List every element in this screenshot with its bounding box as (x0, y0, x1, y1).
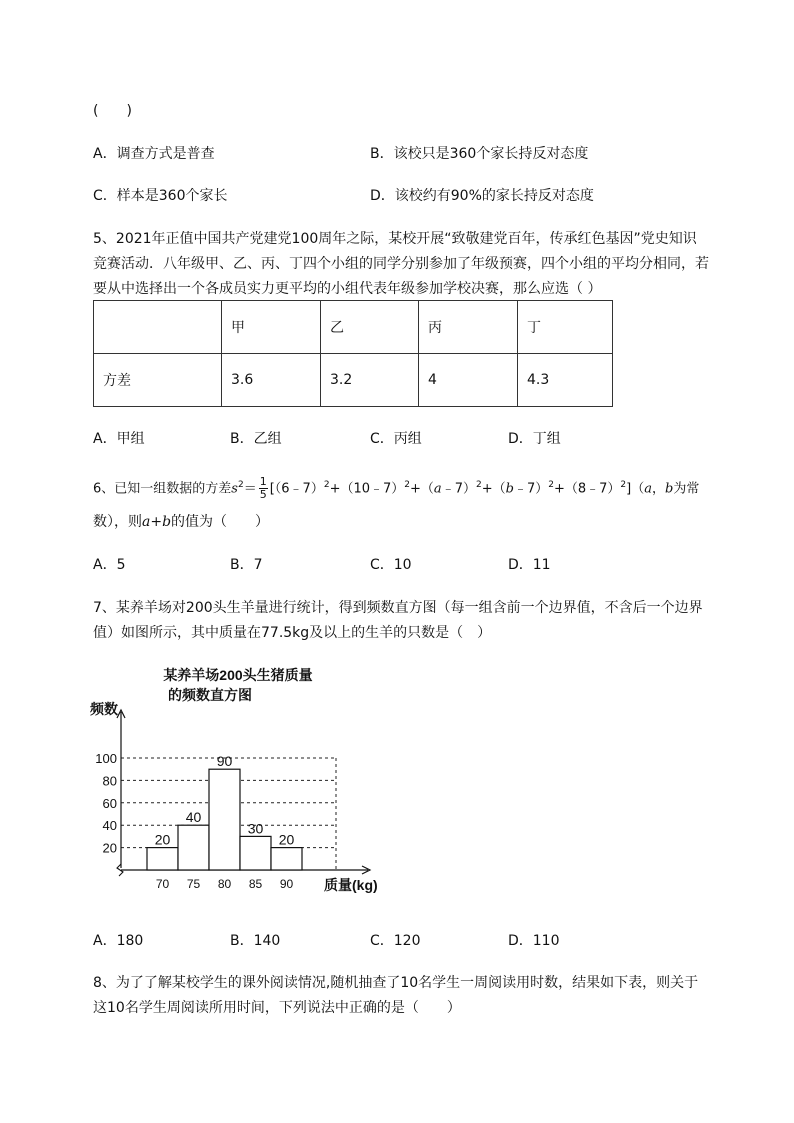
q8-stem-line1: 8、为了了解某校学生的课外阅读情况,随机抽查了10名学生一周阅读用时数，结果如下表，则关于 (93, 975, 699, 991)
chart-subtitle: 的频数直方图 (168, 687, 252, 703)
table-header-cell: 甲 (222, 301, 321, 354)
q5-stem-line2: 竞赛活动．八年级甲、乙、丙、丁四个小组的同学分别参加了年级预赛，四个小组的平均分相同，若 (93, 256, 709, 272)
q5-stem-line3: 要从中选择出一个各成员实力更平均的小组代表年级参加学校决赛，那么应选（ ） (93, 281, 602, 297)
q4-option-b: B．该校只是360个家长持反对态度 (370, 146, 589, 162)
chart-title: 某养羊场200头生猪质量 (163, 667, 313, 683)
expr-part: ﹣7） (441, 481, 476, 497)
y-tick-label: 40 (102, 818, 117, 834)
expr-part: ]（ (626, 481, 645, 497)
x-tick-label: 70 (155, 877, 170, 891)
histogram-bar (147, 848, 178, 870)
q6-option-c: C．10 (370, 557, 412, 573)
q4-option-c: C．样本是360个家长 (93, 188, 228, 204)
expr-part: ﹣7） (513, 481, 549, 497)
superscript: 2 (237, 480, 244, 490)
variable-a: a (644, 481, 652, 497)
q5-option-b: B．乙组 (230, 431, 282, 447)
superscript: 2 (620, 480, 627, 490)
y-tick-label: 80 (102, 773, 117, 789)
q6-tail: 为常 (673, 481, 700, 497)
expression-a-plus-b: a+b (142, 514, 172, 530)
fraction-numerator: 1 (259, 475, 267, 489)
q7-option-b: B．140 (230, 933, 281, 949)
comma: ， (651, 481, 665, 497)
x-axis-label: 质量(kg) (324, 877, 378, 893)
x-tick-label: 75 (186, 877, 201, 891)
table-cell: 4.3 (518, 354, 613, 407)
q5-option-a: A．甲组 (93, 431, 145, 447)
y-tick-label: 60 (102, 795, 117, 811)
table-header-cell (94, 301, 222, 354)
bar-value-label: 20 (278, 831, 295, 848)
q6-option-d: D．11 (508, 557, 551, 573)
variable-b: b (664, 481, 674, 497)
table-cell: 3.2 (321, 354, 419, 407)
q7-option-a: A．180 (93, 933, 144, 949)
fraction-denominator: 5 (259, 488, 267, 502)
table-header-cell: 乙 (321, 301, 419, 354)
x-tick-label: 90 (279, 877, 294, 891)
q5-option-c: C．丙组 (370, 431, 422, 447)
q4-answer-bracket: ( ) (93, 103, 132, 119)
expr-part: +（10﹣7） (329, 481, 405, 497)
q6-prefix: 6、已知一组数据的方差 (93, 481, 232, 497)
expr-part: +（ (410, 481, 434, 497)
y-axis-label: 频数 (90, 701, 118, 717)
superscript: 2 (323, 480, 330, 490)
q7-option-d: D．110 (508, 933, 560, 949)
expr-part: +（ (481, 481, 506, 497)
superscript: 2 (475, 480, 482, 490)
bar-value-label: 20 (154, 831, 171, 848)
variable-b: b (505, 481, 514, 497)
table-row-label: 方差 (94, 354, 222, 407)
variance-table (93, 300, 613, 407)
q6-line2-pre: 数），则 (93, 514, 142, 530)
histogram-bar (271, 848, 302, 870)
table-cell: 3.6 (222, 354, 321, 407)
histogram-bar (178, 825, 209, 870)
bar-value-label: 40 (185, 809, 202, 826)
frequency-histogram (88, 664, 393, 896)
table-cell: 4 (419, 354, 518, 407)
table-header-cell: 丁 (518, 301, 613, 354)
table-header-row (94, 301, 613, 354)
variable-a: a (433, 481, 442, 497)
q4-option-a: A．调查方式是普查 (93, 146, 215, 162)
q6-line2-post: 的值为（ ） (171, 514, 270, 530)
histogram-bar (209, 769, 240, 870)
x-tick-label: 85 (248, 877, 263, 891)
superscript: 2 (404, 480, 411, 490)
y-tick-label: 20 (102, 840, 117, 856)
superscript: 2 (548, 480, 554, 490)
q7-option-c: C．120 (370, 933, 421, 949)
table-row (94, 354, 613, 407)
variance-symbol: s (231, 481, 238, 497)
q7-stem-line2: 值）如图所示，其中质量在77.5kg及以上的生羊的只数是（ ） (93, 625, 492, 641)
y-tick-label: 100 (95, 751, 117, 766)
bar-value-label: 90 (216, 753, 233, 770)
fraction (259, 476, 268, 501)
bar-value-label: 30 (247, 820, 264, 837)
q4-option-d: D．该校约有90%的家长持反对态度 (370, 188, 594, 204)
q8-stem-line2: 这10名学生周阅读所用时间，下列说法中正确的是（ ） (93, 1000, 461, 1016)
histogram-bar (240, 836, 271, 870)
q6-stem-line2 (93, 511, 269, 531)
q6-option-a: A．5 (93, 557, 126, 573)
x-tick-label: 80 (217, 877, 232, 891)
expr-part: +（8﹣7） (553, 481, 621, 497)
q7-stem-line1: 7、某养羊场对200头生羊量进行统计，得到频数直方图（每一组含前一个边界值，不含后一个边界 (93, 600, 703, 616)
q6-stem-line1 (93, 470, 699, 504)
q5-stem-line1: 5、2021年正值中国共产党建党100周年之际，某校开展“致敬建党百年，传承红色基因”党史知识 (93, 231, 697, 247)
q5-option-d: D．丁组 (508, 431, 561, 447)
table-header-cell: 丙 (419, 301, 518, 354)
equals-sign: ＝ (243, 481, 257, 497)
q6-option-b: B．7 (230, 557, 263, 573)
expr-part: [（6﹣7） (269, 481, 324, 497)
